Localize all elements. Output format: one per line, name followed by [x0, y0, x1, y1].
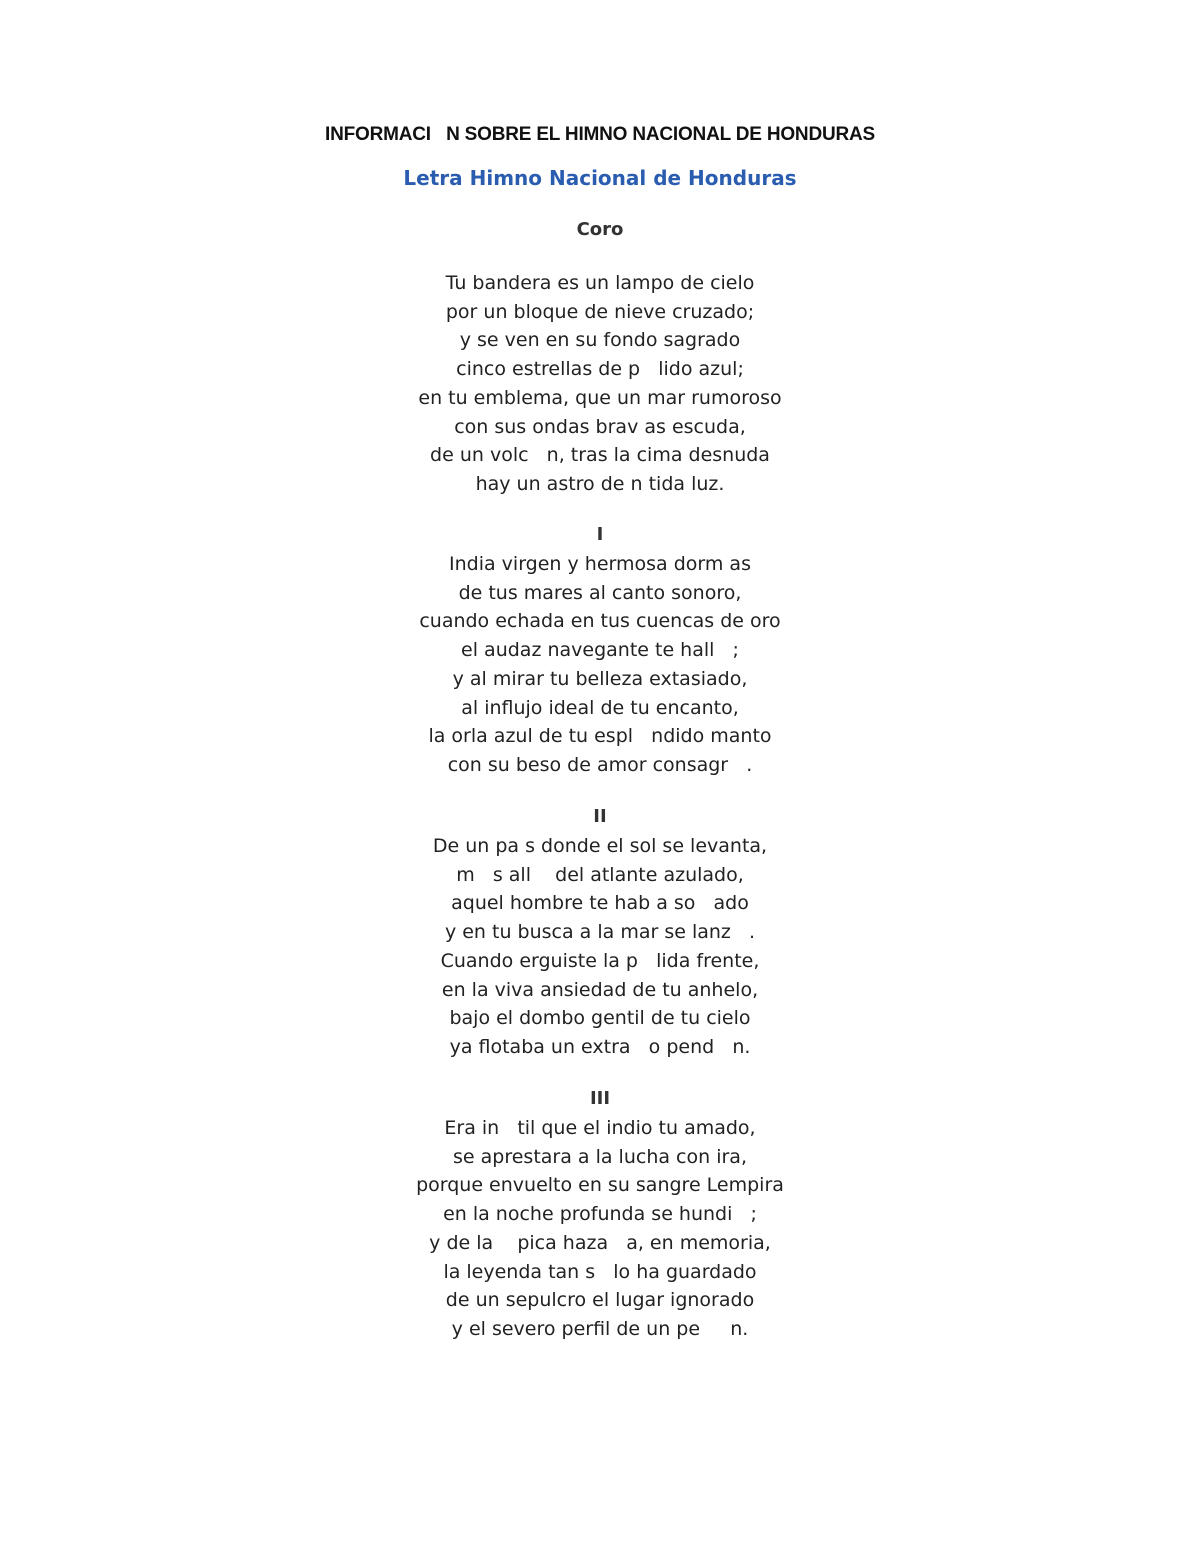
document-title: INFORMACI N SOBRE EL HIMNO NACIONAL DE HONDURAS — [324, 124, 875, 145]
verse-line: m s all del atlante azulado, — [456, 863, 744, 886]
section-label-iii: III — [589, 1088, 611, 1109]
stanza-coro — [0, 269, 1200, 499]
verse-line: el audaz navegante te hall ; — [461, 639, 739, 662]
verse-line: y de la pica haza a, en memoria, — [429, 1231, 771, 1254]
verse-line: en la noche profunda se hundi ; — [443, 1203, 757, 1226]
verse-line: Cuando erguiste la p lida frente, — [440, 949, 760, 972]
section-label-coro: Coro — [576, 219, 624, 240]
verse-line: bajo el dombo gentil de tu cielo — [449, 1007, 751, 1030]
verse-line: de un volc n, tras la cima desnuda — [430, 444, 770, 467]
verse-line: y en tu busca a la mar se lanz . — [444, 921, 756, 944]
verse-line: porque envuelto en su sangre Lempira — [416, 1174, 784, 1197]
verse-line: aquel hombre te hab a so ado — [451, 892, 749, 915]
verse-line: por un bloque de nieve cruzado; — [445, 300, 755, 323]
verse-line: al influjo ideal de tu encanto, — [461, 696, 739, 719]
verse-line: y al mirar tu belleza extasiado, — [452, 667, 748, 690]
verse-line: de un sepulcro el lugar ignorado — [445, 1289, 755, 1312]
lyrics-subtitle: Letra Himno Nacional de Honduras — [403, 166, 797, 190]
stanza-ii — [0, 832, 1200, 1062]
verse-line: y el severo perfil de un pe n. — [451, 1317, 749, 1340]
verse-line: Tu bandera es un lampo de cielo — [445, 272, 755, 294]
verse-line: India virgen y hermosa dorm as — [449, 553, 751, 575]
stanza-iii — [0, 1114, 1200, 1344]
section-label-i: I — [596, 524, 604, 545]
verse-line: hay un astro de n tida luz. — [475, 472, 725, 495]
verse-line: cinco estrellas de p lido azul; — [456, 358, 744, 381]
verse-line: con su beso de amor consagr . — [447, 753, 753, 776]
verse-line: la leyenda tan s lo ha guardado — [443, 1260, 757, 1283]
verse-line: la orla azul de tu espl ndido manto — [428, 725, 772, 748]
verse-line: en tu emblema, que un mar rumoroso — [418, 386, 782, 409]
verse-line: De un pa s donde el sol se levanta, — [432, 835, 768, 857]
verse-line: de tus mares al canto sonoro, — [458, 581, 742, 604]
verse-line: se aprestara a la lucha con ira, — [453, 1145, 747, 1168]
section-label-ii: II — [593, 806, 607, 827]
verse-line: con sus ondas brav as escuda, — [454, 415, 746, 438]
verse-line: en la viva ansiedad de tu anhelo, — [441, 978, 759, 1001]
verse-line: cuando echada en tus cuencas de oro — [419, 610, 781, 633]
verse-line: y se ven en su fondo sagrado — [459, 329, 741, 352]
verse-line: Era in til que el indio tu amado, — [444, 1117, 756, 1139]
verse-line: ya flotaba un extra o pend n. — [449, 1035, 751, 1058]
stanza-i — [0, 550, 1200, 780]
